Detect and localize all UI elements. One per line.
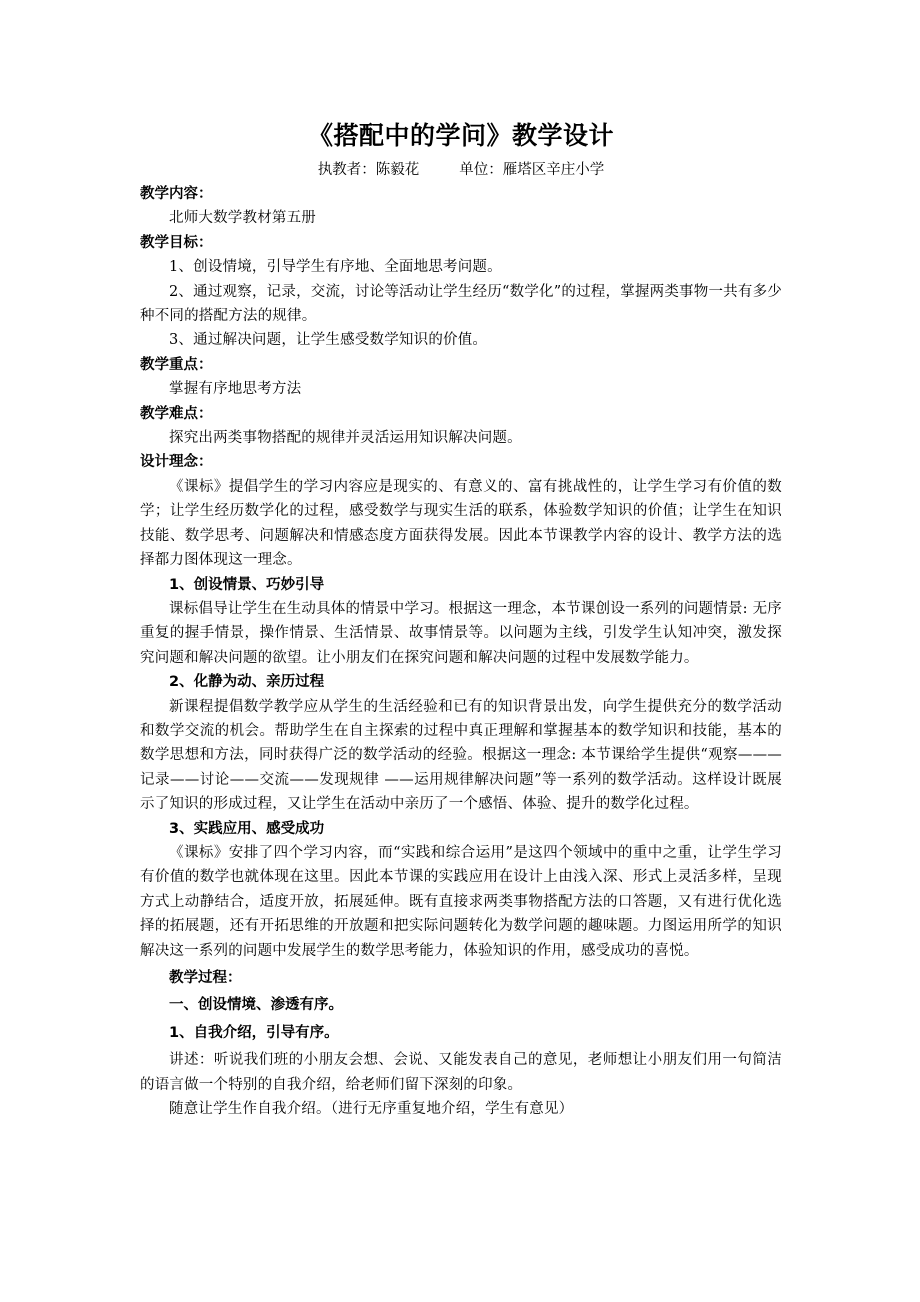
process-step-1: 1、自我介绍，引导有序。 [169, 1024, 339, 1041]
idea-3-heading: 3、实践应用、感受成功 [169, 820, 325, 837]
content-text: 北师大数学教材第五册 [169, 210, 316, 227]
idea-2-text: 新课程提倡数学教学应从学生的生活经验和已有的知识背景出发，向学生提供充分的数学活动和数学交流的机会。帮助学生在自主探索的过程中真正理解和掌握基本的数学知识和技能，基本的数学思想和方法，同时获得广泛的数学活动的经验。根据这一理念: 本节课给学生提供“观察———记录——讨论——交流——发现规律 ——运用规律解决问题”等一系列的数学活动。这样设计既展示了知识的形成过程，又让学生在活动中亲历了一个感悟、体验、提升的数学化过程。 [140, 698, 782, 813]
document-page [140, 118, 782, 1121]
goal-item-3: 3、通过解决问题，让学生感受数学知识的价值。 [169, 332, 488, 349]
process-random: 随意让学生作自我介绍。（进行无序重复地介绍，学生有意见） [169, 1101, 574, 1118]
difficult-text: 探究出两类事物搭配的规律并灵活运用知识解决问题。 [169, 430, 522, 447]
key-text: 掌握有序地思考方法 [169, 381, 302, 398]
goals-heading: 教学目标： [140, 234, 213, 251]
concept-text: 《课标》提倡学生的学习内容应是现实的、有意义的、富有挑战性的，让学生学习有价值的数学；让学生经历数学化的过程，感受数学与现实生活的联系，体验数学知识的价值；让学生在知识技能、数学思考、问题解决和情感态度方面获得发展。因此本节课教学内容的设计、教学方法的选择都力图体现这一理念。 [140, 478, 782, 569]
idea-3-text: 《课标》安排了四个学习内容，而“实践和综合运用”是这四个领域中的重中之重，让学生学习有价值的数学也就体现在这里。因此本节课的实践应用在设计上由浅入深、形式上灵活多样，呈现方式上动静结合，适度开放，拓展延伸。既有直接求两类事物搭配方法的口答题，又有进行优化选择的拓展题，还有开拓思维的开放题和把实际问题转化为数学问题的趣味题。力图运用所学的知识解决这一系列的问题中发展学生的数学思考能力，体验知识的作用，感受成功的喜悦。 [140, 844, 782, 959]
idea-1-heading: 1、创设情景、巧妙引导 [169, 576, 325, 593]
process-heading: 教学过程： [169, 970, 242, 986]
idea-2-heading: 2、化静为动、亲历过程 [169, 674, 325, 691]
page-title: 《搭配中的学问》教学设计 [307, 121, 614, 150]
idea-1-text: 课标倡导让学生在生动具体的情景中学习。根据这一理念，本节课创设一系列的问题情景: 无序重复的握手情景，操作情景、生活情景、故事情景等。以问题为主线，引发学生认知冲突，激发探究问题和解决问题的欲望。让小朋友们在探究问题和解决问题的过程中发展数学能力。 [140, 600, 782, 666]
byline [140, 158, 782, 182]
process-part-1: 一、创设情境、渗透有序。 [169, 997, 343, 1014]
author-line: 执教者：陈毅花 [317, 162, 420, 178]
goal-item-1: 1、创设情境，引导学生有序地、全面地思考问题。 [169, 259, 502, 276]
process-talk: 讲述：听说我们班的小朋友会想、会说、又能发表自己的意见，老师想让小朋友们用一句简洁的语言做一个特别的自我介绍，给老师们留下深刻的印象。 [140, 1052, 782, 1093]
content-heading: 教学内容： [140, 186, 213, 202]
key-heading: 教学重点： [140, 356, 213, 373]
difficult-heading: 教学难点： [140, 405, 213, 422]
goal-item-2: 2、通过观察，记录，交流，讨论等活动让学生经历“数学化”的过程，掌握两类事物一共有多少种不同的搭配方法的规律。 [140, 283, 782, 325]
concept-heading: 设计理念： [140, 454, 213, 471]
unit-line: 单位：雁塔区辛庄小学 [459, 162, 605, 178]
